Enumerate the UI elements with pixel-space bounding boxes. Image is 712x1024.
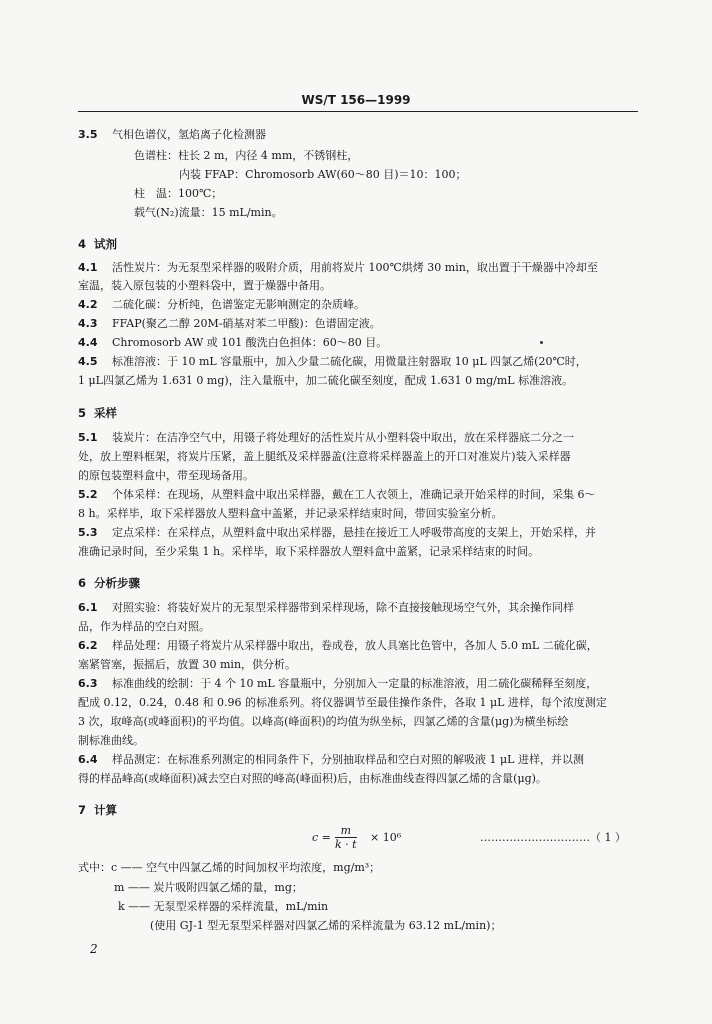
clause-6-2 — [78, 640, 598, 651]
column-temp-line: 柱 温：100℃； — [134, 187, 223, 200]
clause-number: 5.1 — [78, 431, 98, 444]
section-number: 6 — [78, 576, 87, 590]
clause-text: 样品测定：在标准系列测定的相同条件下，分别抽取样品和空白对照的解吸液 1 μL 进样，并以测 — [112, 753, 584, 766]
formula-denominator: k · t — [335, 838, 357, 851]
section-title: 采样 — [94, 406, 118, 420]
section-number: 7 — [78, 803, 87, 817]
clause-number: 3.5 — [78, 128, 98, 141]
variable-definition-k-note: (使用 GJ-1 型无泵型采样器对四氯乙烯的采样流量为 63.12 mL/min)； — [150, 919, 502, 932]
clause-text: FFAP(聚乙二醇 20M-硝基对苯二甲酸)：色谱固定液。 — [112, 317, 381, 330]
clause-3-5 — [78, 129, 266, 140]
clause-4-5 — [78, 356, 587, 367]
clause-text: 个体采样：在现场，从塑料盒中取出采样器，戴在工人衣领上，准确记录开始采样的时间，采集 6～ — [112, 488, 596, 501]
clause-text: 二硫化碳：分析纯，色谱鉴定无影响测定的杂质峰。 — [112, 298, 365, 311]
clause-number: 5.3 — [78, 526, 98, 539]
column-spec-line-1: 色谱柱：柱长 2 m，内径 4 mm，不锈钢柱， — [134, 149, 359, 162]
clause-number: 6.3 — [78, 677, 98, 690]
clause-4-1 — [78, 262, 598, 273]
carrier-gas-line: 载气(N₂)流量：15 mL/min。 — [134, 206, 283, 219]
header-rule — [78, 111, 638, 112]
clause-number: 4.4 — [78, 336, 98, 349]
where-clause — [78, 862, 380, 873]
scan-speck — [540, 341, 543, 344]
clause-number: 4.5 — [78, 355, 98, 368]
clause-5-1-cont-1: 处，放上塑料框架，将炭片压紧，盖上腿纸及采样器盖(注意将采样器盖上的开口对准炭片)装入采样器 — [78, 450, 571, 463]
section-number: 4 — [78, 237, 87, 251]
clause-4-5-cont: 1 μL四氯乙烯为 1.631 0 mg)，注入量瓶中，加二硫化碳至刻度，配成 1.631 0 mg/mL 标准溶液。 — [78, 374, 574, 387]
clause-text: Chromosorb AW 或 101 酸洗白色担体：60～80 目。 — [112, 336, 388, 349]
clause-number: 4.1 — [78, 261, 98, 274]
clause-6-3-cont-1: 配成 0.12，0.24，0.48 和 0.96 的标准系列。将仪器调节至最佳操作条件，各取 1 μL 进样，每个浓度测定 — [78, 696, 607, 709]
variable-definition-c: c —— 空气中四氯乙烯的时间加权平均浓度，mg/m³； — [111, 861, 381, 874]
clause-6-3-cont-2: 3 次，取峰高(或峰面积)的平均值。以峰高(峰面积)的均值为纵坐标，四氯乙烯的含量(μg)为横坐标绘 — [78, 715, 569, 728]
clause-5-3 — [78, 527, 596, 538]
clause-number: 6.2 — [78, 639, 98, 652]
clause-5-1-cont-2: 的原包装塑料盒中，带至现场备用。 — [78, 469, 254, 482]
variable-definition-m: m —— 炭片吸附四氯乙烯的量，mg； — [114, 881, 303, 894]
formula-numerator: m — [335, 824, 357, 838]
clause-text: 定点采样：在采样点，从塑料盒中取出采样器，悬挂在接近工人呼吸带高度的支架上，开始采样，并 — [112, 526, 596, 539]
clause-4-3 — [78, 318, 381, 329]
clause-text: 标准曲线的绘制：于 4 个 10 mL 容量瓶中，分别加入一定量的标准溶液，用二硫化碳稀释至刻度， — [112, 677, 598, 690]
section-title: 计算 — [94, 803, 118, 817]
formula-equation-number: …………………………（ 1 ） — [480, 831, 626, 844]
clause-text: 对照实验：将装好炭片的无泵型采样器带到采样现场，除不直接接触现场空气外，其余操作同样 — [112, 601, 574, 614]
clause-number: 5.2 — [78, 488, 98, 501]
clause-number: 4.3 — [78, 317, 98, 330]
clause-text: 标准溶液：于 10 mL 容量瓶中，加入少量二硫化碳，用微量注射器取 10 μL 四氯乙烯(20℃时， — [112, 355, 587, 368]
clause-6-3-cont-3: 制标准曲线。 — [78, 734, 144, 747]
clause-5-2 — [78, 489, 596, 500]
page-number: 2 — [90, 942, 98, 956]
clause-number: 6.4 — [78, 753, 98, 766]
where-label: 式中： — [78, 861, 111, 874]
column-spec-line-2: 内装 FFAP：Chromosorb AW(60～80 目)＝10：100； — [179, 168, 467, 181]
standard-number-header: WS/T 156—1999 — [301, 93, 411, 107]
section-heading-6 — [78, 575, 140, 591]
clause-4-1-cont: 室温，装入原包装的小塑料袋中，置于燥器中备用。 — [78, 279, 331, 292]
clause-text: 活性炭片：为无泵型采样器的吸附介质，用前将炭片 100℃烘烤 30 min，取出置于干燥器中冷却至 — [112, 261, 598, 274]
clause-5-2-cont: 8 h。采样毕，取下采样器放人塑料盒中盖紧，并记录采样结束时间，带回实验室分析。 — [78, 507, 503, 520]
clause-6-2-cont: 塞紧管塞，振摇后，放置 30 min，供分析。 — [78, 658, 297, 671]
variable-definition-k: k —— 无泵型采样器的采样流量，mL/min — [118, 900, 329, 913]
clause-4-4 — [78, 337, 387, 348]
clause-5-3-cont: 准确记录时间，至少采集 1 h。采样毕，取下采样器放人塑料盒中盖紧，记录采样结束的时间。 — [78, 545, 540, 558]
clause-text: 样品处理：用镊子将炭片从采样器中取出，卷成卷，放人具塞比色管中，各加人 5.0 mL 二硫化碳， — [112, 639, 598, 652]
section-title: 试剂 — [94, 237, 118, 251]
clause-4-2 — [78, 299, 365, 310]
clause-text: 装炭片：在洁净空气中，用镊子将处理好的活性炭片从小塑料袋中取出，放在采样器底二分之一 — [112, 431, 574, 444]
clause-title: 气相色谱仪，氢焰离子化检测器 — [112, 128, 266, 141]
clause-6-4 — [78, 754, 584, 765]
clause-5-1 — [78, 432, 574, 443]
formula-lhs: c = — [312, 831, 331, 844]
clause-6-3 — [78, 678, 597, 689]
section-heading-7 — [78, 802, 117, 818]
clause-6-1-cont: 品，作为样品的空白对照。 — [78, 620, 210, 633]
clause-number: 6.1 — [78, 601, 98, 614]
section-heading-5 — [78, 405, 117, 421]
section-number: 5 — [78, 406, 87, 420]
formula-fraction — [335, 824, 357, 851]
section-title: 分析步骤 — [94, 576, 141, 590]
clause-number: 4.2 — [78, 298, 98, 311]
section-heading-4 — [78, 236, 117, 252]
clause-6-4-cont: 得的样品峰高(或峰面积)减去空白对照的峰高(峰面积)后，由标准曲线查得四氯乙烯的含量(μg)。 — [78, 772, 547, 785]
formula-rhs: × 10⁶ — [370, 831, 402, 844]
clause-6-1 — [78, 602, 574, 613]
